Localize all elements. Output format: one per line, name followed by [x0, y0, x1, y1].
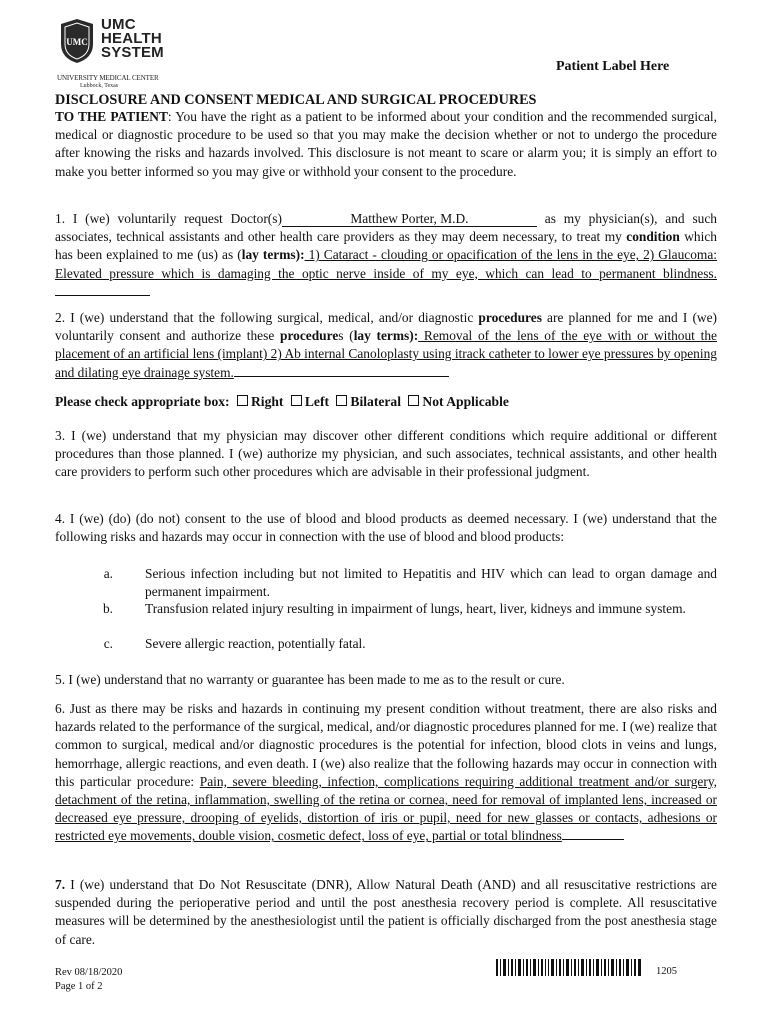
- risk-text-b: Transfusion related injury resulting in impairment of lungs, heart, liver, kidneys and immune system.: [145, 601, 686, 616]
- org-line-2: HEALTH: [101, 30, 162, 47]
- intro-paragraph: [55, 108, 717, 181]
- left-checkbox[interactable]: [291, 395, 302, 406]
- barcode-icon: [496, 959, 641, 976]
- revision-date: Rev 08/18/2020: [55, 967, 123, 978]
- condition-field-tail: [55, 295, 150, 296]
- seal-letters: UMC: [66, 37, 88, 47]
- procedure-label: procedure: [280, 328, 339, 344]
- page-title: DISCLOSURE AND CONSENT MEDICAL AND SURGICAL PROCEDURES: [55, 92, 537, 108]
- left-label: Left: [304, 394, 330, 409]
- item-6-text: 6. Just as there may be risks and hazards in continuing my present condition without treatment, there are also risks and hazards related to the performance of the surgical, medical, and/or diagnostic procedures planned for me. I (we) realize that common to surgical, medical and/or diagnostic procedures is the potential for infection, blood clots in veins and lungs, hemorrhage, allergic reactions, and even death. I (we) also realize that the following hazards may occur in connection with this particular procedure:: [55, 701, 717, 789]
- risk-label-c: c.: [103, 636, 113, 651]
- risk-label-a: a.: [103, 566, 113, 581]
- condition-field[interactable]: 1) Cataract - clouding or opacification of the lens in the eye, 2) Glaucoma: Elevated pressure which is damaging the optic nerve inside of my eye, which can lead to permanent blindness.: [55, 247, 718, 281]
- org-location: Lubbock, Texas: [80, 83, 119, 89]
- not-applicable-checkbox[interactable]: [408, 395, 419, 406]
- doctor-name-field[interactable]: Matthew Porter, M.D.: [282, 211, 537, 227]
- item-1-explained: which has been explained to me (us) as (: [55, 229, 717, 263]
- checkbox-prompt: Please check appropriate box:: [55, 394, 230, 409]
- item-1-prefix: 1. I (we) voluntarily request Doctor(s): [55, 211, 282, 226]
- item-1-mid: as my physician(s), and such associates, technical assistants and other health care providers as they may deem necessary, to treat my: [55, 211, 718, 245]
- right-label: Right: [250, 394, 284, 409]
- item-2-mid: are planned for me and I (we) voluntarily consent and authorize these: [55, 310, 717, 344]
- not-applicable-label: Not Applicable: [422, 394, 509, 409]
- item-1-paragraph: [55, 210, 717, 301]
- org-subtitle: UNIVERSITY MEDICAL CENTER: [57, 74, 159, 82]
- item-7-number: 7.: [55, 877, 66, 892]
- side-checkbox-row: [55, 394, 509, 410]
- right-checkbox[interactable]: [237, 395, 248, 406]
- intro-lead: TO THE PATIENT: [55, 109, 168, 124]
- org-name: [101, 18, 164, 60]
- umc-logo: [57, 16, 177, 78]
- patient-label-area[interactable]: Patient Label Here: [556, 59, 670, 74]
- procedure-field-tail: [234, 376, 449, 377]
- risk-text-c: Severe allergic reaction, potentially fatal.: [145, 636, 366, 651]
- item-6-paragraph: [55, 700, 717, 846]
- condition-label: condition: [626, 229, 680, 245]
- risk-label-b: b.: [102, 601, 113, 616]
- document-number: 1205: [656, 966, 677, 977]
- procedures-label: procedures: [478, 310, 542, 325]
- item-2-prefix: 2. I (we) understand that the following surgical, medical, and/or diagnostic: [55, 310, 479, 325]
- risk-text-a: Serious infection including but not limited to Hepatitis and HIV which can lead to organ damage and permanent impairment.: [145, 566, 717, 600]
- lay-terms-label-2: lay terms):: [353, 328, 419, 344]
- intro-text: : You have the right as a patient to be informed about your condition and the recommended surgical, medical or diagnostic procedure to be used so that you may make the decision whether or not to undergo the procedure after knowing the risks and hazards involved. This disclosure is not meant to scare or alarm you; it is simply an effort to make you better informed so you may give or withhold your consent to the procedure.: [55, 109, 717, 179]
- org-line-3: SYSTEM: [101, 44, 164, 61]
- item-5-paragraph: 5. I (we) understand that no warranty or guarantee has been made to me as to the result or cure.: [55, 672, 565, 687]
- item-4-paragraph: 4. I (we) (do) (do not) consent to the use of blood and blood products as deemed necessary. I (we) understand that the following risks and hazards may occur in connection with the use of blood and blood products:: [55, 511, 717, 545]
- org-line-1: UMC: [101, 16, 136, 33]
- umc-seal-icon: [57, 18, 97, 64]
- hazards-field[interactable]: Pain, severe bleeding, infection, complications requiring additional treatment and/or surgery, detachment of the retina, inflammation, swelling of the retina or cornea, need for removal of implanted lens, increased or decreased eye pressure, drooping of eyelids, distortion of iris or pupil, need for new glasses or contacts, adhesions or restricted eye movements, double vision, cosmetic defect, loss of eye, partial or total blindness: [55, 773, 717, 844]
- item-7-text: I (we) understand that Do Not Resuscitate (DNR), Allow Natural Death (AND) and all resuscitative restrictions are suspended during the perioperative period and until the post anesthesia recovery period is complete. All resuscitative measures will be determined by the anesthesiologist until the patient is officially discharged from the post anesthesia stage of care.: [55, 877, 717, 947]
- procedure-field[interactable]: Removal of the lens of the eye with or without the placement of an artificial lens (implant) 2) Ab internal Canoloplasty using itrack catheter to lower eye pressures by opening and dilating eye drainage system.: [55, 328, 717, 380]
- item-3-paragraph: 3. I (we) understand that my physician may discover other different conditions which require additional or different procedures than those planned. I (we) authorize my physician, and such associates, technical assistants, and other health care providers to perform such other procedures which are advisable in their professional judgment.: [55, 428, 717, 480]
- item-2-paragraph: [55, 309, 717, 382]
- hazards-field-tail: [562, 839, 624, 840]
- item-2-s: s (: [338, 328, 354, 344]
- lay-terms-label: lay terms):: [241, 247, 305, 263]
- item-7-paragraph: [55, 876, 717, 949]
- bilateral-label: Bilateral: [350, 394, 402, 409]
- page-number: Page 1 of 2: [55, 981, 103, 992]
- bilateral-checkbox[interactable]: [336, 395, 347, 406]
